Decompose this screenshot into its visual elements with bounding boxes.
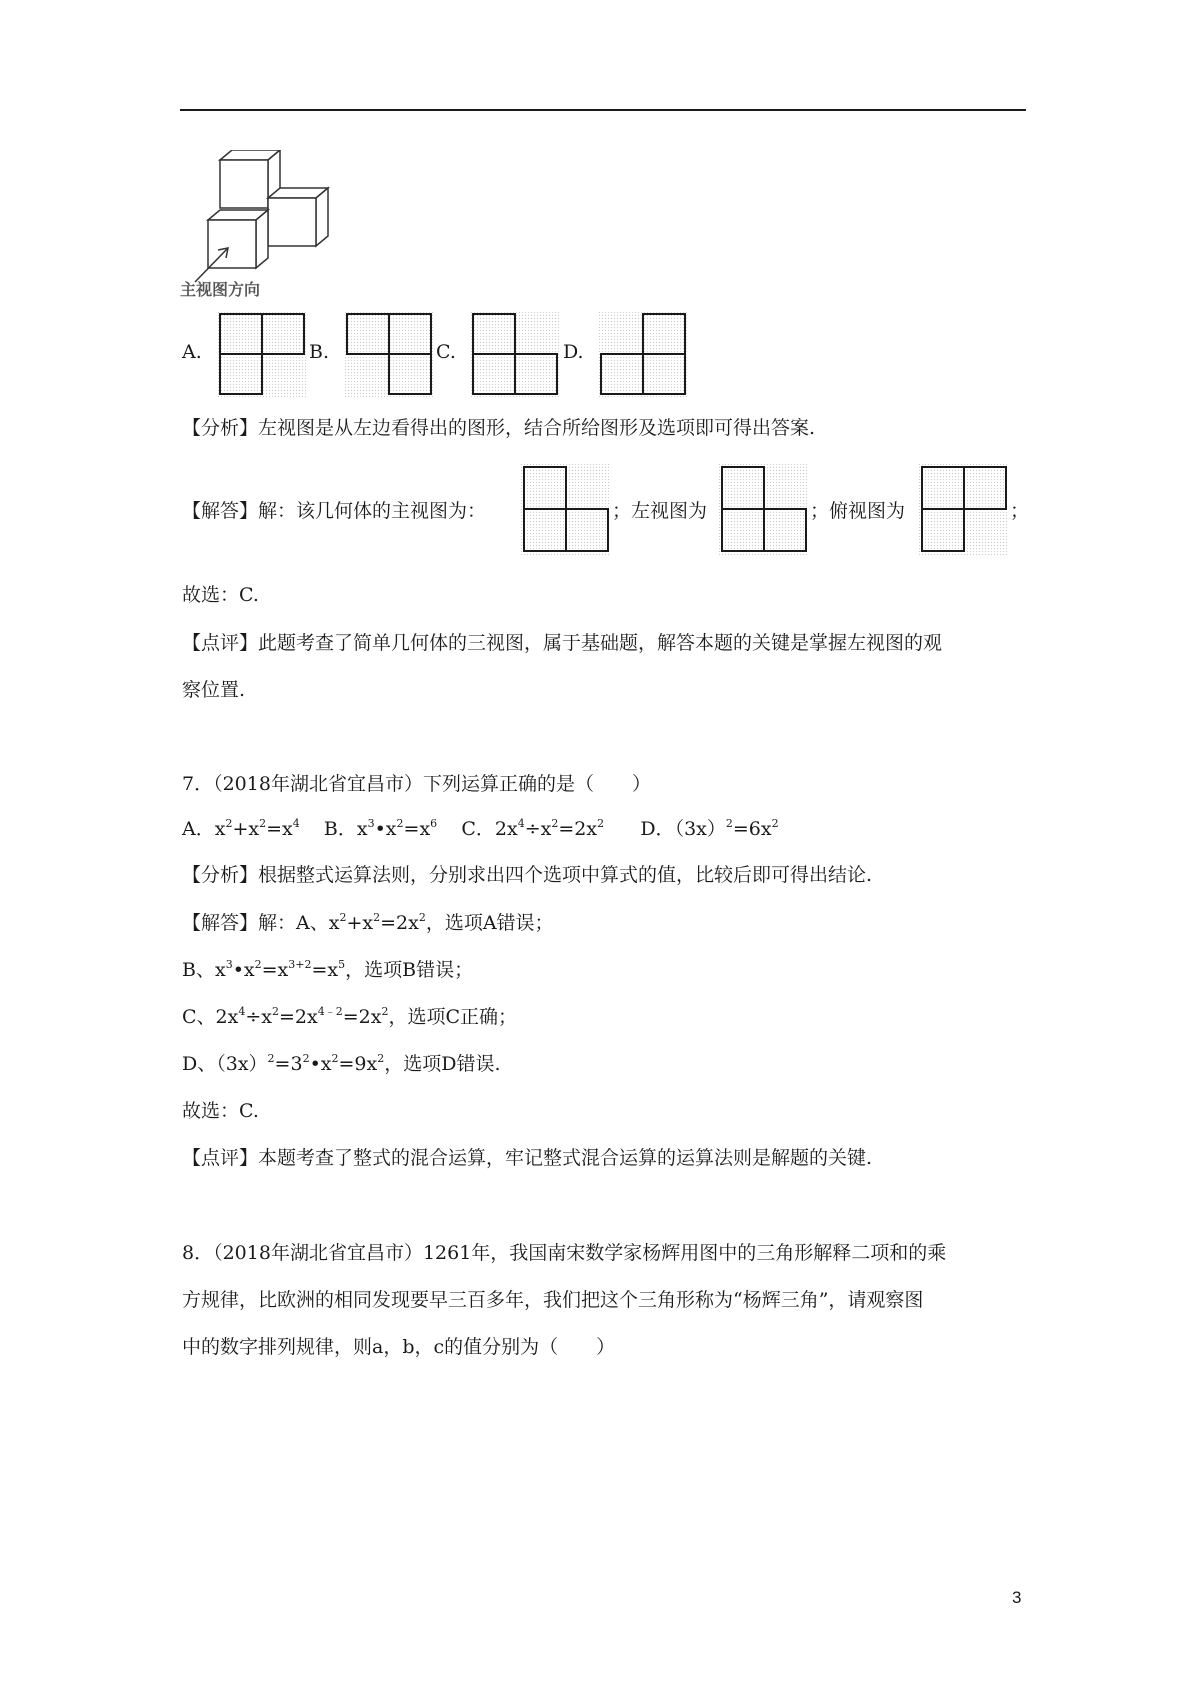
q7-option-d-expr: $(3x)^2=6x^2$ — [674, 817, 779, 840]
q7-sol-d-expr: $(3x)^2=3^2•x^2=9x^2$ — [216, 1052, 385, 1075]
q7-solution-c — [182, 1004, 517, 1030]
q6-top-view-figure — [918, 463, 1010, 557]
q7-sol-d-head: D、 — [182, 1053, 217, 1075]
page-number: 3 — [1012, 1588, 1022, 1607]
q7-sol-c-tail: ，选项C正确； — [388, 1006, 518, 1028]
q6-comment-line1: 【点评】此题考查了简单几何体的三视图，属于基础题，解答本题的关键是掌握左视图的观 — [182, 632, 943, 654]
q7-option-b-label: B． — [323, 818, 357, 840]
q7-sol-a-expr: $x^2+x^2=2x^2$ — [328, 911, 426, 934]
option-b-label: B. — [309, 341, 330, 363]
q7-sol-b-head: B、 — [182, 959, 215, 981]
q7-option-a-expr: $x^2+x^2=x^4$ — [214, 817, 300, 840]
q7-option-d-label: D． — [640, 818, 675, 840]
direction-label: 主视图方向 — [180, 280, 261, 299]
q7-option-c-expr: $2x^4\div x^2=2x^2$ — [494, 817, 605, 840]
option-a-label: A. — [182, 341, 202, 363]
q7-choice: 故选：C. — [182, 1100, 259, 1122]
q7-analysis: 【分析】根据整式运算法则，分别求出四个选项中算式的值，比较后即可得出结论. — [182, 864, 873, 886]
q7-sol-d-tail: ，选项D错误. — [384, 1053, 501, 1075]
q8-line3: 中的数字排列规律，则a，b，c的值分别为（ ） — [182, 1336, 616, 1358]
q6-front-view-figure — [520, 463, 612, 557]
q7-comment: 【点评】本题考查了整式的混合运算，牢记整式混合运算的运算法则是解题的关键. — [182, 1147, 873, 1169]
q7-sol-c-head: C、 — [182, 1006, 216, 1028]
q6-left-view-figure — [718, 463, 810, 557]
option-b-figure — [344, 311, 434, 399]
q8-line1: 8．（2018年湖北省宜昌市）1261年，我国南宋数学家杨辉用图中的三角形解释二项和的乘 — [182, 1242, 947, 1264]
option-d-figure — [598, 311, 690, 399]
option-c-label: C. — [436, 341, 456, 363]
q7-sol-c-expr: $2x^4\div x^2=2x^{4﹣2}=2x^2$ — [215, 1005, 389, 1028]
q7-option-c-label: C． — [461, 818, 495, 840]
q7-sol-b-tail: ，选项B错误； — [345, 959, 474, 981]
q7-solution-b — [182, 957, 473, 983]
q7-solution-d — [182, 1051, 501, 1077]
option-a-figure — [217, 311, 307, 399]
q6-solution-prefix: 【解答】解：该几何体的主视图为： — [182, 500, 487, 522]
option-c-figure — [470, 311, 562, 399]
q7-stem: 7．（2018年湖北省宜昌市）下列运算正确的是（ ） — [182, 773, 651, 795]
q7-solution-a — [182, 910, 554, 936]
q7-solution-prefix: 【解答】解：A、 — [182, 912, 329, 934]
q7-options — [182, 816, 779, 842]
option-d-label: D. — [563, 341, 584, 363]
q7-option-b-expr: $x^3•x^2=x^6$ — [356, 817, 438, 840]
q6-solution-mid1: ；左视图为 — [612, 500, 708, 522]
q6-analysis: 【分析】左视图是从左边看得出的图形，结合所给图形及选项即可得出答案. — [182, 417, 816, 439]
header-rule — [180, 109, 1026, 111]
q7-sol-a-tail: ，选项A错误； — [425, 912, 554, 934]
q7-option-a-label: A． — [182, 818, 215, 840]
q6-comment-line2: 察位置. — [182, 679, 246, 701]
q7-sol-b-expr: $x^3•x^2=x^{3+2}=x^5$ — [214, 958, 346, 981]
q8-line2: 方规律，比欧洲的相同发现要早三百多年，我们把这个三角形称为“杨辉三角”，请观察图 — [182, 1289, 924, 1311]
q6-solution-end: ； — [1010, 500, 1030, 522]
q6-choice: 故选：C. — [182, 584, 259, 606]
q6-solution-mid2: ；俯视图为 — [810, 500, 906, 522]
